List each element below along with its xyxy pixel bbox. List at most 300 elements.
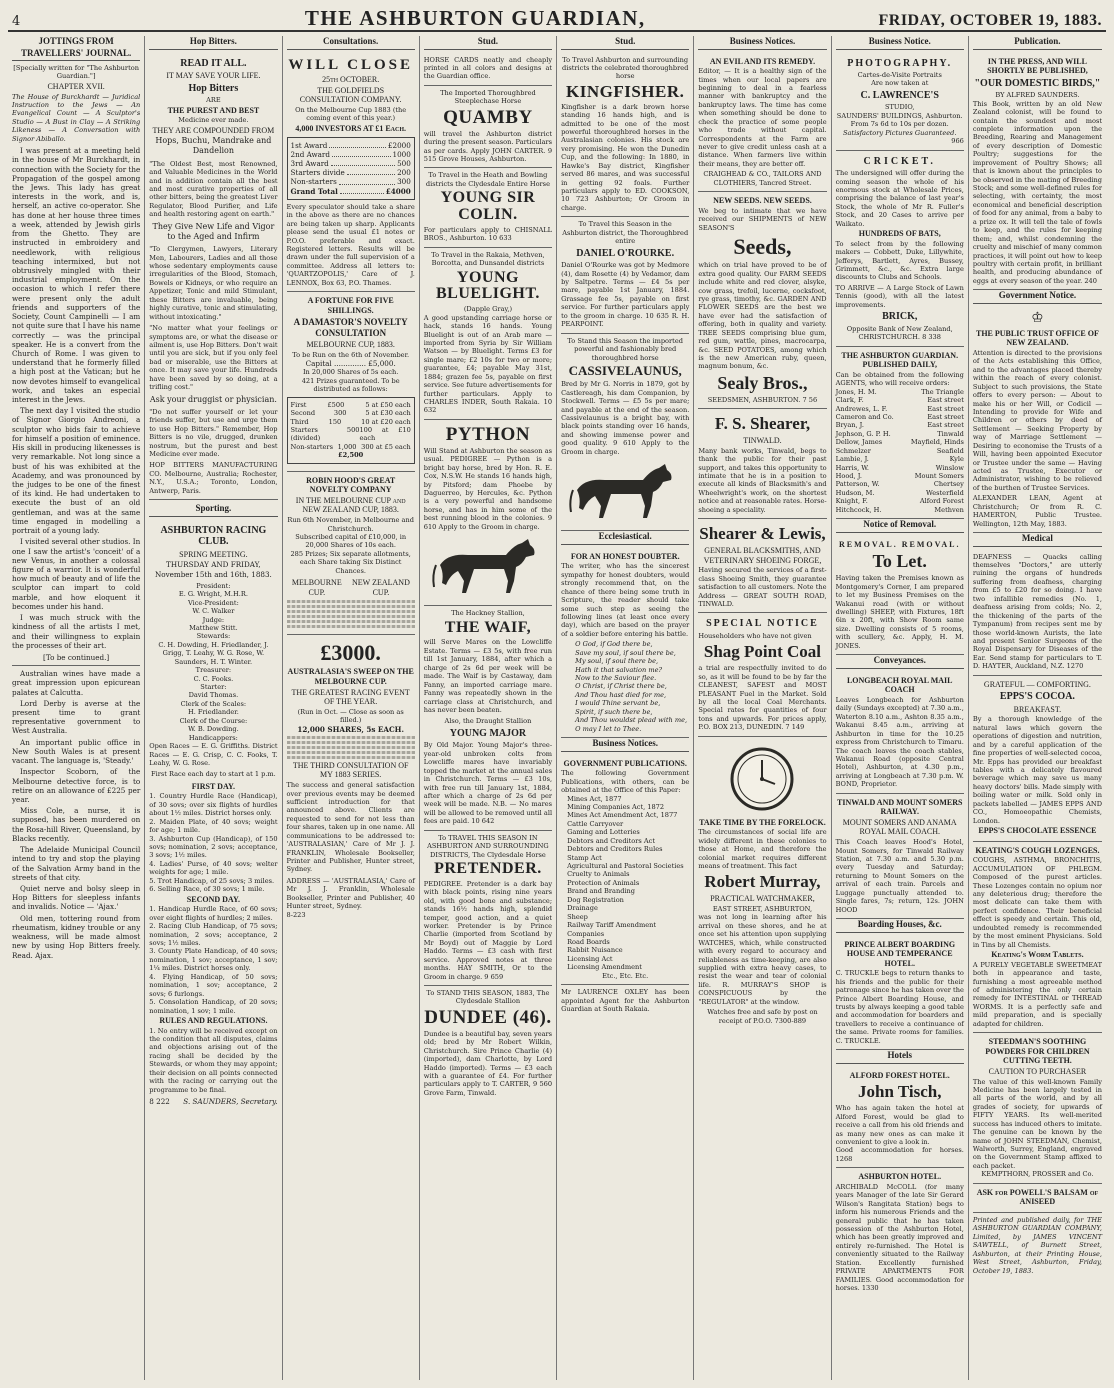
- distribution-row: [291, 409, 411, 417]
- prize-label: Grand Total: [290, 186, 338, 196]
- agent-row: [836, 506, 964, 514]
- distribution-table: [287, 397, 415, 464]
- ad-text: Having secured the services of a first-class Shoeing Smith, they guarantee satisfaction to all customers. Note the Address — GREAT SOUTH ROAD, TINWALD.: [698, 566, 827, 608]
- agent-name: Schmelzer: [835, 446, 871, 455]
- agent-location: East street: [927, 396, 964, 405]
- ad-text: Ask your druggist or physician.: [149, 394, 277, 404]
- official-name: David Thomas.: [188, 691, 239, 700]
- section-business-notices: Business Notices.: [698, 36, 826, 50]
- agent-row: [836, 421, 964, 429]
- section-sporting: Sporting.: [149, 503, 277, 517]
- agent-row: [836, 413, 964, 421]
- news-item: Australian wines have made a great impression upon epicurean palates at Calcutta.: [12, 669, 141, 697]
- photography-ad: [836, 53, 964, 151]
- continued-note: [To be continued.]: [43, 652, 110, 662]
- ad-text: PEDIGREE. Pretender is a dark bay with black points, rising nine years old, with good bone and substance; stands 16½ hands high, splendid temper, good action, and a quiet worker. Pretender is by Prince Charlie (imported from Scotland by Mr Boyd) out of Maggie by Lord Haddo. Terms — £3 cash with first service. Approved notes at three months. HAY SMITH, Or to the Groom in charge. 9 659: [423, 879, 553, 981]
- publication-item: Cruelty to Animals: [567, 870, 630, 879]
- chapter-summary: The House of Burckhardt — Juridical Instruction to the Jews — An Evangelical Count — A Sculptor's Studio — A Bust in Clay — A Striking Likeness — A Conversation with Signor Abiballo.: [12, 92, 141, 143]
- section-boarding-houses: Boarding Houses, &c.: [836, 919, 964, 933]
- waif-ad: [424, 606, 552, 830]
- signature: S. SAUNDERS, Secretary.: [183, 1097, 278, 1107]
- prize-label: Starters divide: [290, 168, 345, 178]
- news-item: Old men, tottering round from rheumatism, kidney trouble or any weakness, will be made almost new by using Hop Bitters freely. Read. Ajax.: [12, 913, 141, 960]
- day-heading: FIRST DAY.: [191, 781, 236, 791]
- agent-list: [836, 388, 964, 515]
- government-publications-ad: [561, 755, 689, 986]
- imprint: [973, 1213, 1102, 1279]
- ad-text: The Imported Thoroughbred Steeplechase Horse: [440, 88, 536, 106]
- ad-text: The success and general satisfaction over previous events may be deemed sufficient introduction for that announced above. Clients are requested to send for not less than four shares, taken up in one name. All communications to be addressed to: 'AUSTRALASIAN,' Care of Mr J. J. FRANKLIN, Wholesale Bookseller, Printer and Publisher, Hunter street, Sydney.: [286, 781, 415, 874]
- dist-value: 300: [333, 409, 347, 418]
- ad-text: Will Stand at Ashburton the season as usual. PEDIGREE — Python is a bright bay horse, bred by Hon. R. E. Cox, N.S.W. He stands 16 hands high, by Pitsford; dam Phoebe by Daguerreo, by Hercules, &c. Python is a very powerful and handsome horse, and has in him some of the best running blood in the colonies. 9 610 Apply to the Groom in charge.: [423, 446, 553, 531]
- australasia-ad: [287, 635, 415, 923]
- ad-heading: ASHBURTON RACING CLUB.: [160, 524, 267, 548]
- ad-heading: READ IT ALL.: [180, 57, 247, 69]
- ad-text: Bred by Mr G. Norris in 1879, got by Castlereagh, his dam Companion, by Stockwell. Terms — £5 5s per mare; and payable at the end of the season. Cassivelaunus is a bright bay, with black points standing over 16 hands, and showing immense power and good quality. 9 610 Apply to the Groom in charge.: [561, 380, 690, 456]
- signature-row: [149, 1097, 277, 1106]
- ad-text: To Travel in the Heath and Bowling districts the Clydesdale Entire Horse: [425, 171, 550, 188]
- agent-name: Hitchcock, H.: [835, 505, 882, 514]
- official-name: W. C. Walker: [192, 607, 235, 616]
- agent-row: [836, 430, 964, 438]
- ad-heading: ROBIN HOOD'S GREAT NOVELTY COMPANY: [306, 475, 396, 495]
- domestic-birds-ad: [973, 53, 1102, 291]
- prize-row: [291, 168, 411, 177]
- section-stud: Stud.: [561, 36, 689, 50]
- race-item: 4. Flying Handicap, of 50 sovs; nomination, 1 sov; acceptance, 2 sovs; 6 furlongs.: [149, 972, 278, 998]
- ad-text: Run 6th November, in Melbourne and Christchurch.: [287, 516, 414, 533]
- prize-label: 3rd Award: [290, 158, 329, 168]
- publication-item: Cattle Carryover: [567, 819, 624, 828]
- column-7: [832, 36, 969, 1380]
- ad-text: Subscribed capital of £10,000, in 20,000 Shares of 10s each.: [295, 532, 407, 550]
- agent-name: Knight, F.: [835, 497, 868, 506]
- prize-row: [291, 141, 411, 150]
- publication-item: Licensing Amendment: [567, 963, 642, 972]
- horse-name: DANIEL O'ROURKE.: [576, 247, 675, 259]
- column-3: [283, 36, 420, 1380]
- issue-date: FRIDAY, OCTOBER 19, 1883.: [878, 12, 1102, 29]
- publication-item: Agricultural and Pastoral Societies: [567, 862, 684, 870]
- ad-heading: PHOTOGRAPHY.: [847, 57, 953, 69]
- publication-item: Mining Companies Act, 1872: [567, 802, 665, 811]
- dist-label: Starters (divided): [290, 425, 321, 443]
- ad-text: Dundee is a beautiful bay, seven years old; bred by Mr Robert Wilkin, Christchurch. Sire Prince Charlie (4) (imported), dam Charlotte, by Lord Haddo (imported). Terms — £3 each with a guarantee of £4. For further particulars apply to T. CARTER, 9 560 Grove Farm, Tinwald.: [423, 1029, 553, 1097]
- goldfields-ad: [287, 53, 415, 293]
- dist-label: Second: [290, 409, 316, 418]
- official-name: Matthew Stitt.: [189, 623, 238, 632]
- columns: [8, 36, 1106, 1380]
- ad-heading: £3000.: [320, 640, 381, 666]
- business-name: BRICK,: [882, 311, 918, 323]
- ad-code: 966: [951, 137, 964, 146]
- prize-label: 1st Award: [290, 140, 328, 150]
- crown-emblem-icon: ♔: [1031, 309, 1044, 326]
- ad-text: SEEDSMEN, ASHBURTON. 7 56: [707, 395, 818, 404]
- poem-line: O may I let to Thee.: [575, 724, 642, 733]
- ad-text: Leaves Longbeach for Ashburton daily (Sundays excepted) at 7.30 a.m., Waterton 8.10 a.m., Ashton 8.35 a.m., Wakanui 8.45 a.m., arriving at Ashburton in time for the 10.25 express from Christchurch to Timaru. The coach leaves the coach stables, Wakanui Road (opposite Central Hotel), Ashburton, at 4.30 p.m., arriving at Longbeach at 7.30 p.m. W. BOND, Proprietor.: [835, 695, 964, 789]
- official-name: C. H. Dowding, H. Friedlander, J. Grigg, T. Leahy, W. G. Rose, W. Saunders, H. T. Winter.: [158, 640, 269, 666]
- ad-text: was not long in learning after his arrival on these shores, and he at once set his attention upon supplying WATCHES, which, while constructed with every regard to accuracy and reliableness as time-keeping, are also supplied with extra heavy cases, to resist the wear and tear of colonial life. R. MURRAY'S SHOP is CONSPICUOUS by the "REGULATOR" at the window.: [698, 913, 827, 1006]
- ad-subheading: THE THIRD CONSULTATION OF MY 1883 SERIES.: [292, 760, 409, 780]
- dist-extra: 300 at £5 each: [361, 442, 411, 451]
- ad-text: To Travel this Season in the Ashburton district, the Thoroughbred entire: [562, 220, 689, 246]
- ad-heading: Seeds,: [733, 234, 792, 260]
- distribution-row: [291, 401, 411, 409]
- ad-text: This Coach leaves Hood's Hotel, Mount Somers, for Tinwald Railway Station, at 7.30 a.m. and 5.30 p.m. every Tuesday and Saturday; returning to Mount Somers on the arrival of each train. Parcels and Luggage punctually attended to. Single fares, 7s; return, 12s. JOHN HOOD: [835, 838, 964, 914]
- cup-heading: NEW ZEALAND CUP.: [352, 578, 410, 597]
- prince-albert-ad: [836, 936, 964, 1051]
- cup-table-lines: [287, 600, 415, 628]
- ad-text: The undersigned will offer during the coming season the whole of his enormous stock at Wholesale Prices, comprising the balance of last year's Stock, the whole of Mr R. Fuller's Stock, and 20 Cases to arrive per Waikato.: [835, 169, 964, 228]
- ad-text: Kingfisher is a dark brown horse standing 16 hands high, and is admitted to be one of the most powerful thoroughbred horses in the Australasian colonies. His stock are very promising. He won the Dunedin Cup, and the following: In 1880, in Hawke's Bay district, Kingfisher served 86 mares, and was successful in getting 92 foals. Further particulars apply to ED. COOKSON, 10 723 Ashburton; Or Groom in charge.: [561, 102, 690, 212]
- ad-heading: SPECIAL NOTICE: [706, 618, 819, 630]
- ad-quote: "To Clergymen, Lawyers, Literary Men, Labourers, Ladies and all those whose sedentary employments cause irregularities of the Blood, Stomach, Bowels or Kidneys, or who require an Appetizer, Tonic and mild Stimulant, these Bitters are invaluable, being highly curative, tonic and stimulating, without intoxicating.": [149, 245, 278, 321]
- agent-location: Mayfield, Hinds: [910, 438, 964, 447]
- shearer-ad: [698, 409, 826, 519]
- ad-heading: REMOVAL. REMOVAL.: [838, 539, 961, 549]
- business-name: Robert Murray,: [704, 872, 821, 892]
- ad-manufacturer: HOP BITTERS MANUFACTURING CO. Melbourne, Australia; Rochester, N.Y., U.S.A.; Toronto, London, Antwerp, Paris.: [149, 461, 278, 495]
- race-item: 1. Country Hurdle Race (Handicap), of 30 sovs; over six flights of hurdles about 1½ miles. District horses only.: [149, 792, 278, 818]
- agent-name: Patterson, W.: [835, 480, 880, 489]
- agent-location: Methven: [934, 505, 964, 514]
- ad-text: First Race each day to start at 1 p.m.: [151, 770, 276, 779]
- publication-list: [561, 795, 689, 972]
- public-trust-ad: [973, 307, 1102, 533]
- column-8: [969, 36, 1106, 1380]
- ad-text: Many bank works, Tinwald, begs to thank the public for their past support, and takes this opportunity to intimate that he is in a position to execute all kinds of Blacksmith's and Wheelwright's work, on the shortest notice and at reasonable rates. Horse-shoeing a speciality.: [698, 446, 827, 514]
- agent-location: East street: [927, 404, 964, 413]
- ad-subheading: THE GOLDFIELDS CONSULTATION COMPANY.: [299, 85, 402, 105]
- distribution-total: £2,500: [338, 451, 364, 460]
- ad-subheading: TINWALD.: [743, 436, 782, 446]
- ad-heading: STEEDMAN'S SOOTHING POWDERS FOR CHILDREN CUTTING TEETH.: [985, 1037, 1090, 1066]
- ad-text: Watches free and safe by post on receipt of P.O.O. 7300-889: [707, 1008, 818, 1025]
- agent-location: The Triangle: [921, 387, 964, 396]
- publication-item: Rabbit Nuisance: [567, 946, 623, 955]
- to-let-ad: [836, 536, 964, 655]
- byline: [Specially written for "The Ashburton Guardian."]: [13, 64, 139, 81]
- ad-text: By a thorough knowledge of the natural laws which govern the operations of digestion and nutrition, and by a careful application of the fine properties of well-selected cocoa, Mr. Epps has provided our breakfast tables with a delicately flavoured beverage which may save us many heavy doctors' bills. Made simply with boiling water or milk. Sold only in packets labelled — JAMES EPPS AND CO., Homoeopathic Chemists, London.: [972, 715, 1102, 825]
- ad-text: (Run in Oct. — Close as soon as filled.): [297, 707, 404, 725]
- ad-text: Cartes-de-Visite Portraits: [857, 71, 942, 80]
- ad-text: Who has again taken the hotel at Alford Forest, would be glad to receive a call from his old friends and as many new ones as can make it convenient to give a look in.: [835, 1104, 964, 1146]
- section-notice-of-removal: Notice of Removal.: [836, 519, 964, 533]
- chapter-heading: CHAPTER XVII.: [47, 81, 105, 91]
- ad-text: This Book, written by an old New Zealand colonist, will be found to contain the soundest and most complete information upon the Breeding, Rearing and Management of every description of Domestic Poultry; suggestions for the improvement of Poultry Shows; all that is known about the principles to be observed in the mating of Breeding Stock; and some well-defined rules for selecting, with certainty, the most economical and beneficial description of food for any animal, from a baby to a prize ox. It will tell the tale of fowls to keep, and the rules for keeping them; and, whilst condemning the cruelty and mischief of many common practices, it will point out how to keep poultry with certain profit, in brilliant health, and producing abundance of eggs at every season of the year. 240: [972, 99, 1102, 285]
- ad-text: HORSE CARDS neatly and cheaply printed in all colors and designs at the Guardian office.: [423, 55, 553, 81]
- ad-subheading: MOUNT SOMERS AND ANAMA ROYAL MAIL COACH.: [842, 817, 957, 837]
- race-item: 3. Ashburton Cup (Handicap), of 150 sovs; nomination, 2 sovs; acceptance, 3 sovs; 1½ miles.: [149, 834, 278, 860]
- poem-line: And Thou wouldst plead with me,: [575, 716, 688, 725]
- ad-text: TO ARRIVE — A Large Stock of Lawn Tennis (good), with all the latest improvements.: [835, 283, 964, 309]
- ad-text: ARCHIBALD McCOLL (for many years Manager of the late Sir Gerard Wilson's Rangitata Station) begs to inform his numerous Friends and the general public that he has taken possession of the Ashburton Hotel, which has been greatly improved and entirely re-furnished. The Hotel is conveniently situated to the Railway Station. Excellently furnished PRIVATE APARTMENTS FOR FAMILIES. Good accommodation for horses. 1330: [835, 1182, 964, 1293]
- column-1: [8, 36, 145, 1380]
- prize-value: 200: [397, 168, 411, 178]
- page-number: 4: [12, 14, 21, 29]
- kingfisher-ad: [561, 53, 689, 218]
- section-government-notice: Government Notice.: [973, 290, 1102, 304]
- dist-extra: 10 at £20 each: [361, 417, 411, 426]
- shearer-lewis-ad: [698, 519, 826, 613]
- agent-notice: [561, 985, 689, 1017]
- news-item: An important public office in New South Wales is at present vacant. The language is, 'Steady.': [12, 737, 141, 766]
- ad-text: CRAIGHEAD & CO., TAILORS AND CLOTHIERS, Tancred Street.: [703, 170, 822, 187]
- ad-text: Satisfactory Pictures Guaranteed.: [842, 128, 957, 137]
- publication-item: Gaming and Lotteries: [567, 828, 640, 837]
- ad-subheading: SPRING MEETING.: [179, 549, 248, 559]
- agent-row: [836, 447, 964, 455]
- ad-text: COUGHS, ASTHMA, BRONCHITIS, ACCUMULATION OF PHLEGM. Composed of the purest articles. These Lozenges contain no opium nor any deleterious drug; therefore the most delicate can take them with perfect confidence. Their beneficial effect is speedy and certain. This old, undoubted remedy is recommended by the most eminent Physicians. Sold in Tins by all Chemists.: [972, 856, 1102, 949]
- ad-subheading: THE PUREST AND BEST: [167, 105, 260, 115]
- article-paragraph: I visited several other studios. In one I saw the artist's 'conceit' of a new Venus, in another a colossal figure of a warrior. It is wonderful how much of beauty and of life the sculptor can impart to cold marble, and how eloquent it becomes under his hand.: [12, 537, 141, 611]
- news-item: Quiet nerve and bolsy sleep in Hop Bitters for sleepless infants and invalids. Notice — 'Ajax.': [12, 883, 141, 912]
- agent-location: Winslow: [935, 463, 964, 472]
- newspaper-title: THE ASHBURTON GUARDIAN,: [304, 6, 646, 30]
- steedman-ad: [973, 1033, 1102, 1184]
- agent-row: [836, 464, 964, 472]
- ad-text: Hops, Buchu, Mandrake and Dandelion: [155, 136, 272, 156]
- race-item: 1. Handicap Hurdle Race, of 60 sovs; over eight flights of hurdles; 2 miles.: [149, 905, 278, 922]
- race-item: 6. Selling Race, of 30 sovs; 1 mile.: [149, 885, 265, 894]
- business-name: C. LAWRENCE'S: [860, 89, 939, 101]
- agent-name: Hudson, M.: [835, 488, 875, 497]
- ad-text: Householders who have not given: [698, 631, 812, 640]
- official-name: Open Races — E. G. Griffiths. District Races — E. G. Crisp, C. C. Fooks, T. Leahy, W. G. Rose.: [149, 742, 278, 767]
- ad-subheading: MELBOURNE CUP, 1883.: [306, 340, 395, 350]
- publication-item: Brand and Branding: [567, 887, 636, 896]
- news-briefs: [12, 669, 140, 960]
- cassivelaunus-ad: [561, 334, 689, 532]
- horse-name: DUNDEE (46).: [424, 1006, 552, 1028]
- python-ad: [424, 420, 552, 606]
- ad-code: 8-223: [286, 910, 306, 919]
- horse-name: QUAMBY: [443, 106, 533, 128]
- day-heading: SECOND DAY.: [186, 894, 240, 904]
- daniel-orourke-ad: [561, 217, 689, 333]
- publication-item: Sheep: [567, 912, 588, 921]
- keating-lozenges-ad: [973, 842, 1102, 1034]
- agent-row: [836, 396, 964, 404]
- book-author: BY ALFRED SAUNDERS.: [995, 91, 1080, 100]
- ad-heading: PRINCE ALBERT BOARDING HOUSE AND TEMPERANCE HOTEL.: [844, 939, 956, 968]
- agent-row: [836, 388, 964, 396]
- rules-heading: RULES AND REGULATIONS.: [159, 1015, 268, 1025]
- ad-text: STUDIO,: [884, 103, 915, 112]
- ad-subheading: 25th OCTOBER.: [322, 75, 380, 85]
- publication-item: Protection of Animals: [567, 878, 640, 887]
- distribution-row: [291, 443, 411, 451]
- ad-text: 285 Prizes; Six separate allotments, each Share taking Six Distinct Chances.: [290, 549, 411, 575]
- official-name: C. C. Fooks.: [193, 674, 234, 683]
- publication-item: Mines Act Amendment Act, 1877: [567, 811, 678, 820]
- ad-text: which on trial have proved to be of extra good quality. Our FARM SEEDS include white and red clover, alsyke, cow grass, trefoil, lucerne, cocksfoot, rye grass, timothy, &c. GARDEN AND FLOWER SEEDS are the best we have ever had the satisfaction of offering, both in quality and variety. TREE SEEDS comprising blue gum, red gum, wattle, pines, macrocarpa, &c. SEED POTATOES, among which is the new American ruby, queen, magnum bonum, &c.: [698, 261, 827, 371]
- publication-item: Drainage: [567, 904, 598, 913]
- official-role: Handicappers:: [188, 733, 238, 742]
- prize-lines: [287, 736, 415, 759]
- prize-value: 500: [397, 158, 411, 168]
- poem-line: Now to the Saviour flee.: [575, 674, 657, 683]
- section-hop-bitters: Hop Bitters.: [149, 36, 277, 50]
- publication-item: Road Boards: [567, 937, 610, 946]
- ad-quote: "No matter what your feelings or symptoms are, or what the disease or ailment is, use Hop Bitters. Don't wait until you are sick, but if you only feel bad or miserable, use the Bitters at once. It may save your life. Hundreds have been saved by so doing, at a trifling cost.": [149, 324, 278, 392]
- horse-name: THE WAIF,: [444, 618, 532, 636]
- section-business-notices: Business Notices.: [561, 738, 689, 752]
- ad-text: A good upstanding carriage horse or hack, stands 16 hands. Young Bluelight is out of an Arab mare — imported from Syria by Sir William Watson — by Bluelight. Terms £3 for single mare; £2 10s for two or more; guarantee, £4; payable May 31st, 1884; grazen fee 5s, payable on first service. See future advertisements for further particulars. Apply to CHARLES INDER, South Rakaia. 10 632: [423, 313, 553, 415]
- race-item: 2. Racing Club Handicap, of 75 sovs; nomination, 2 sovs; acceptance, 2 sovs; 1½ miles.: [149, 922, 278, 948]
- article-heading: FOR AN HONEST DOUBTER.: [570, 551, 680, 561]
- column-6: [694, 36, 831, 1380]
- ad-text: Medicine ever made.: [178, 116, 249, 125]
- section-conveyances: Conveyances.: [836, 655, 964, 669]
- ad-heading: THE PUBLIC TRUST OFFICE OF NEW ZEALAND.: [976, 328, 1099, 348]
- honest-doubter-article: [561, 548, 689, 738]
- prize-value: 300: [397, 177, 411, 187]
- ad-text: Are now taken at: [871, 79, 929, 88]
- ad-text: ARE: [206, 96, 221, 105]
- cup-headings: [287, 577, 415, 598]
- poem-line: Spirit, if such there be,: [575, 707, 653, 716]
- ad-text: In 20,000 Shares of 5s each.: [302, 368, 399, 377]
- masthead: [8, 6, 1106, 32]
- agent-location: Seafield: [936, 446, 964, 455]
- powell-balsam-ad: [973, 1184, 1102, 1213]
- ad-code: 8 222: [149, 1097, 170, 1107]
- publication-item: Licensing Act: [567, 954, 613, 963]
- section-jottings: JOTTINGS FROM TRAVELLERS' JOURNAL.: [12, 36, 140, 61]
- shag-point-coal-ad: [698, 613, 826, 736]
- ad-heading: NEW SEEDS. NEW SEEDS.: [713, 196, 812, 206]
- horse-name: YOUNG SIR COLIN.: [440, 189, 536, 224]
- epps-cocoa-ad: [973, 676, 1102, 842]
- longbeach-coach-ad: [836, 672, 964, 794]
- agent-location: Chertsey: [933, 480, 964, 489]
- robin-hood-ad: [287, 472, 415, 636]
- agent-name: Hood, J.: [835, 472, 862, 481]
- ad-quote: "The Oldest Best, most Renowned, and Valuable Medicines in the World and in addition contain all the best and most curative properties of all other bitters, being the greatest Liver Regulator, Blood Purifier, and Life and health restoring agent on earth.": [149, 159, 278, 219]
- ad-text: Capital .............. £5,000.: [305, 359, 396, 369]
- ad-text: C. TRUCKLE begs to return thanks to his friends and the public for their patronage since he has taken over the Prince Albert Boarding House, and trusts by always keeping a good table and accommodation for boarders and travellers to receive a continuance of the same. Private rooms for families. C. TRUCKLE.: [835, 969, 964, 1045]
- poem-line: My soul, if soul there be,: [575, 657, 659, 666]
- agent-name: Andrewes, L. F.: [835, 404, 888, 413]
- ad-text: Mr LAURENCE OXLEY has been appointed Agent for the Ashburton Guardian at South Rakaia.: [561, 988, 690, 1013]
- cup-heading: MELBOURNE CUP.: [291, 578, 342, 597]
- prize-row: [291, 150, 411, 159]
- prize-value: £4000: [385, 186, 411, 196]
- ad-subheading: GRATEFUL — COMFORTING.: [983, 679, 1091, 689]
- prize-table: [287, 137, 415, 200]
- section-hotels: Hotels: [836, 1050, 964, 1064]
- article-body: [12, 146, 140, 650]
- ad-text: To Stand this Season the imported powerful and fashionably bred thoroughbred horse: [567, 336, 683, 362]
- horse-name: YOUNG MAJOR: [449, 727, 527, 739]
- printer-imprint: Printed and published daily, for THE ASHBURTON GUARDIAN COMPANY, Limited, by JAMES VINCENT SAWTELL, of Burnett Street, Ashburton, at their Printing House, West Street, Ashburton, Friday, October 19, 1883.: [972, 1215, 1102, 1275]
- prize-label: 2nd Award: [290, 149, 330, 159]
- publication-item: Railway Tariff Amendment: [567, 921, 657, 930]
- ad-text: 421 Prizes guaranteed. To be distributed as follows:: [301, 376, 400, 394]
- hop-bitters-ad: [149, 53, 277, 501]
- guardian-agents-ad: [836, 347, 964, 520]
- news-item: Miss Cole, a nurse, it is supposed, has been murdered on the Rosa-hill River, Queensland, by Blacks recently.: [12, 806, 141, 843]
- ad-address: ADDRESS — 'AUSTRALASIA,' Care of Mr J. J. Franklin, Wholesale Bookseller, Printer and Publisher, 40 Hunter street, Sydney.: [286, 876, 415, 911]
- rules-text: 1. No entry will be received except on the condition that all disputes, claims and objections arising out of the racing shall be decided by the Stewards, or whom they may appoint; their decision on all points connected with the racing or carrying out the programme to be final.: [149, 1026, 278, 1094]
- agent-location: Kyle: [949, 455, 964, 464]
- horse-name: YOUNG BLUELIGHT.: [436, 268, 540, 303]
- deafness-ad: [973, 550, 1102, 676]
- dist-extra: 100 at £10 each: [359, 425, 411, 443]
- ad-text: We beg to intimate that we have received our SHIPMENTS of NEW SEASON'S: [698, 206, 827, 232]
- official-role: Clerk of the Course:: [179, 716, 248, 725]
- clock-illustration-icon: [727, 744, 797, 814]
- ashburton-hotel-ad: [836, 1168, 964, 1296]
- ad-subheading: CAUTION TO PURCHASER: [988, 1066, 1087, 1076]
- agent-name: Clark, F.: [835, 396, 864, 405]
- agent-name: Jones, H. M.: [835, 387, 877, 396]
- prize-label: Non-starters: [290, 177, 337, 187]
- official-role: Vice-President:: [187, 598, 239, 607]
- ad-subheading: AUSTRALASIA'S SWEEP ON THE MELBOURNE CUP.: [287, 667, 414, 687]
- race-item: 3. County Plate Handicap, of 40 sovs; nomination, 1 sov; acceptance, 1 sov; 1¼ miles. District horses only.: [149, 947, 278, 973]
- poem-line: O Christ, if Christ there be,: [575, 682, 667, 691]
- cricket-ad: [836, 151, 964, 347]
- business-name: F. S. Shearer,: [714, 414, 811, 434]
- agent-name: Bryan, J.: [835, 421, 864, 430]
- ad-text: From 7s 6d to 10s per dozen.: [850, 120, 949, 129]
- publication-item: Mines Act, 1877: [567, 794, 622, 803]
- official-name: H. Friedlander.: [187, 708, 239, 717]
- poem-line: And Thou hast died for me,: [575, 690, 667, 699]
- official-role: President:: [196, 581, 231, 590]
- ad-heading: THE ASHBURTON GUARDIAN. PUBLISHED DAILY,: [841, 350, 959, 370]
- agent-name: Cameron and Co.: [835, 412, 894, 421]
- agent-location: East street: [927, 421, 964, 430]
- section-publication: Publication.: [973, 36, 1102, 50]
- agent-row: [836, 438, 964, 446]
- ad-text: Can be obtained from the following AGENTS, who will receive orders:: [835, 370, 964, 388]
- agent-row: [836, 489, 964, 497]
- news-item: The Adelaide Municipal Council intend to try and stop the playing of the Salvation Army band in the streets of that city.: [12, 845, 141, 882]
- quamby-ad: [424, 86, 552, 169]
- ad-text: To be Run on the 6th of November.: [292, 350, 410, 359]
- ad-text: A PURELY VEGETABLE SWEETMEAT both in appearance and taste, furnishing a most agreeable method of administering the only certain remedy for INTESTINAL or THREAD WORMS. It is a perfectly safe and mild preparation, and is specially adapted for children.: [972, 960, 1102, 1028]
- damastor-ad: [287, 292, 415, 472]
- ad-heading: AN EVIL AND ITS REMEDY.: [709, 56, 816, 66]
- official-role: Starter:: [200, 683, 227, 692]
- ad-heading: IN THE PRESS, AND WILL SHORTLY BE PUBLISHED,: [987, 56, 1088, 76]
- racing-club-ad: [149, 520, 277, 1111]
- ad-subheading: PRACTICAL WATCHMAKER,: [710, 894, 815, 904]
- article-paragraph: The next day I visited the studio of Signor Giorgio Andreoni, a sculptor who bids fair to achieve for himself a position of eminence. His skill in producing likenesses is very remarkable. Not long since a bust of his was exhibited at the Academy, and was pronounced by the judges to be one of the finest of its kind. He had undertaken to execute the bust of an old gentleman, and was at the same time engaged in modelling a portrait of a young lady.: [12, 406, 141, 536]
- ad-text: They Give New Life and Vigor to the Aged and Infirm: [152, 221, 275, 241]
- official-role: Treasurer:: [195, 666, 232, 675]
- official-role: Clerk of the Scales:: [180, 699, 247, 708]
- section-medical: Medical: [973, 533, 1102, 547]
- agent-row: [836, 472, 964, 480]
- distribution-row: [291, 418, 411, 426]
- dist-value: £500: [327, 400, 345, 409]
- official-name: W. B. Dowding.: [188, 725, 239, 734]
- dist-label: First: [290, 400, 307, 409]
- column-5: [557, 36, 694, 1380]
- distribution-row: [291, 426, 411, 443]
- ad-subheading: HUNDREDS OF BATS,: [858, 229, 941, 239]
- prize-row: [291, 177, 411, 186]
- ad-text: will Serve Mares on the Lowcliffe Estate. Terms — £3 5s, with free run till 1st January, 1884, after which a charge of 2s 6d per week will be made. The Waif is by Castaway, dam Fanny, an imported carriage mare. Fanny was repeatedly shown in the carriage class at Christchurch, and has never been beaten.: [423, 638, 553, 714]
- ad-subheading: THE GREATEST RACING EVENT OF THE YEAR.: [291, 687, 410, 707]
- agent-row: [836, 497, 964, 505]
- dist-extra: 5 at £50 each: [365, 400, 411, 409]
